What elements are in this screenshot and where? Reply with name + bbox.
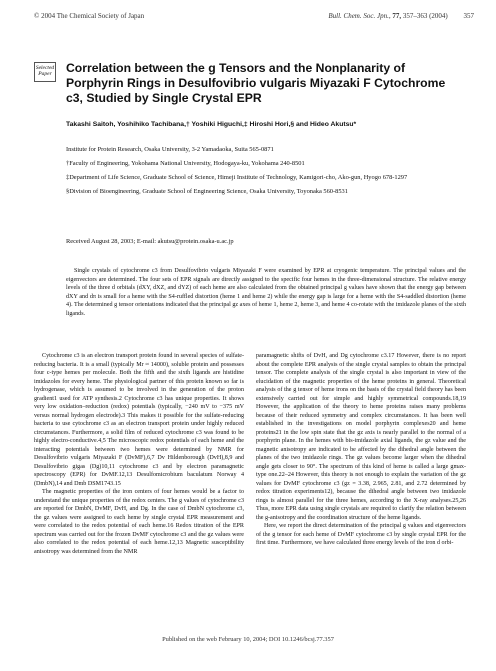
journal-citation	[328, 12, 474, 20]
affiliation: §Division of Bioengineering, Graduate School of Engineering Science, Osaka University, Toyonaka 560-8531	[66, 188, 348, 195]
selected-paper-badge: Selected Paper	[34, 62, 56, 82]
received-date-email: Received August 28, 2003; E-mail: akutsu@protein.osaka-u.ac.jp	[66, 238, 234, 245]
abstract: Single crystals of cytochrome c3 from Desulfovibrio vulgaris Miyazaki F were examined by EPR at cryogenic temperature. The principal values and the eigenvectors are determined. The four sets of EPR signals are directly assigned to the specific four hemes in the three-dimensional structure. The relative energy levels of the three d orbitals (dXY, dXZ, and dYZ) of each heme are also calculated from the obtained principal g values have shown that the energy gap between dXY and dπ is small for a heme with the S4-ruffled distortion (heme 1 and heme 2) while the energy gap is large for a heme with the S4-saddled distortion (heme 4). The determined g tensor orientations indicated that the principal gz axes of heme 1, heme 2, heme 3, and heme 4 co-rotate with the imidazole planes of the sixth ligands.	[66, 268, 466, 317]
author-list: Takashi Saitoh, Yoshihiko Tachibana,† Yoshiki Higuchi,‡ Hiroshi Hori,§ and Hideo Akutsu*	[66, 121, 357, 128]
affiliation: †Faculty of Engineering, Yokohama National University, Hodogaya-ku, Yokohama 240-8501	[66, 160, 305, 167]
running-header	[34, 12, 474, 26]
affiliations	[66, 146, 466, 202]
body-paragraph: Cytochrome c3 is an electron transport protein found in several species of sulfate-reducing bacteria. It is a small (typically Mr ≈ 14000), soluble protein and possesses four c-type hemes per molecule. Both the fifth and the sixth ligands are histidine imidazoles for every heme. The physiological partner of this protein known so far is hydrogenase, which is assumed to be involved in the generation of the proton gradient1 used for ATP synthesis.2 Cytochrome c3 has unique properties. It shows very low oxidation–reduction (redox) potentials (typically, −240 mV to −375 mV versus normal hydrogen electrode).3 This makes it possible for the sulfate-reducing bacteria to use cytochrome c3 as an electron transport protein under highly reduced circumstances. Furthermore, a solid film of reduced cytochrome c3 was found to be highly electro-conductive.4,5 The microscopic redox potentials of each heme and the interacting potentials between two hemes were determined by NMR for Desulfovibrio vulgaris Miyazaki F (DvMF),6,7 Dv Hildenborough (DvH),8,9 and Desulfovibrio gigas (Dg)10,11 cytochrome c3 and by electron paramagnetic spectroscopy (EPR) for DvMF.12,13 Desulfomicrobium baculatum Norway 4 (DmbN),14 and Dmb DSM1743.15	[34, 353, 244, 487]
body-paragraph: Here, we report the direct determination of the principal g values and eigenvectors of the g tensor for each heme of DvMF cytochrome c3 by single crystal EPR for the first time. Furthermore, we have calculated three energy levels of the iron d orbi-	[256, 523, 466, 546]
affiliation: ‡Department of Life Science, Graduate School of Science, Himeji Institute of Technology, Kamigori-cho, Ako-gun, Hyogo 678-1297	[66, 174, 408, 181]
body-column-right	[256, 352, 466, 548]
paper-title: Correlation between the g Tensors and the Nonplanarity of Porphyrin Rings in Desulfovibrio vulgaris Miyazaki F Cytochrome c3, Studied by Single Crystal EPR	[66, 61, 446, 105]
journal-name: Bull. Chem. Soc. Jpn.,	[328, 12, 391, 20]
journal-pages: 357–363 (2004)	[402, 12, 448, 20]
body-column-left	[34, 352, 244, 556]
journal-volume: 77,	[392, 12, 402, 20]
affiliation: Institute for Protein Research, Osaka University, 3-2 Yamadaoka, Suita 565-0871	[66, 146, 274, 153]
copyright-notice: © 2004 The Chemical Society of Japan	[34, 12, 145, 20]
publication-footer: Published on the web February 10, 2004; DOI 10.1246/bcsj.77.357	[162, 636, 334, 643]
body-paragraph: paramagnetic shifts of DvH, and Dg cytochrome c3.17 However, there is no report about the complete EPR analysis of the single crystal samples to obtain the principal tensor. The complete analysis of the single crystal is also important in view of the elucidation of the magnetic properties of the heme proteins in general. Theoretical analysis of the g tensor of heme irons on the basis of the crystal field theory has been extensively carried out for simple and highly symmetrical compounds.18,19 However, the application of the theory to heme proteins raises many problems because of their reduced symmetry and complex circumstances. It has been well established in the investigations on model porphyrin complexes20 and heme proteins21 in the low spin state that the gz axis is nearly parallel to the normal of a porphyrin plane. In the hemes with bis-imidazole axial ligands, the gz value and the magnetic anisotropy are indicated to be affected by the dihedral angle between the planes of the two imidazole rings. The gz values become larger when the dihedral angle gets closer to 90°. The spectrum of this kind of heme is called a large gmax-type one.22–24 However, this theory is not enough to explain the variation of the gz values for DvMF cytochrome c3 (gz = 3.38, 2.965, 2.81, and 2.72 determined by redox titration experiments12), because the dihedral angle between two imidazole rings is almost parallel for the three hemes, according to the X-ray analyses.25,26 Thus, more EPR data using single crystals are required to clarify the relation between the g-anisotropy and the coordination structure of the heme ligands.	[256, 353, 466, 521]
page-number: 357	[463, 12, 474, 20]
body-paragraph: The magnetic properties of the iron centers of four hemes would be a factor to understand the unique properties of the redox centers. The g values of cytochrome c3 are reported for DmbN, DvMF, DvH, and Dg. In the case of DmbN cytochrome c3, the gz values were assigned to each heme by single crystal EPR measurement and were correlated to the redox potential of each heme.16 Redox titration of the EPR spectrum was carried out for the frozen DvMF cytochrome c3 and the gz values were also correlated to the redox potential of each heme.12,13 Magnetic susceptibility anisotropy was determined from the NMR	[34, 489, 244, 555]
